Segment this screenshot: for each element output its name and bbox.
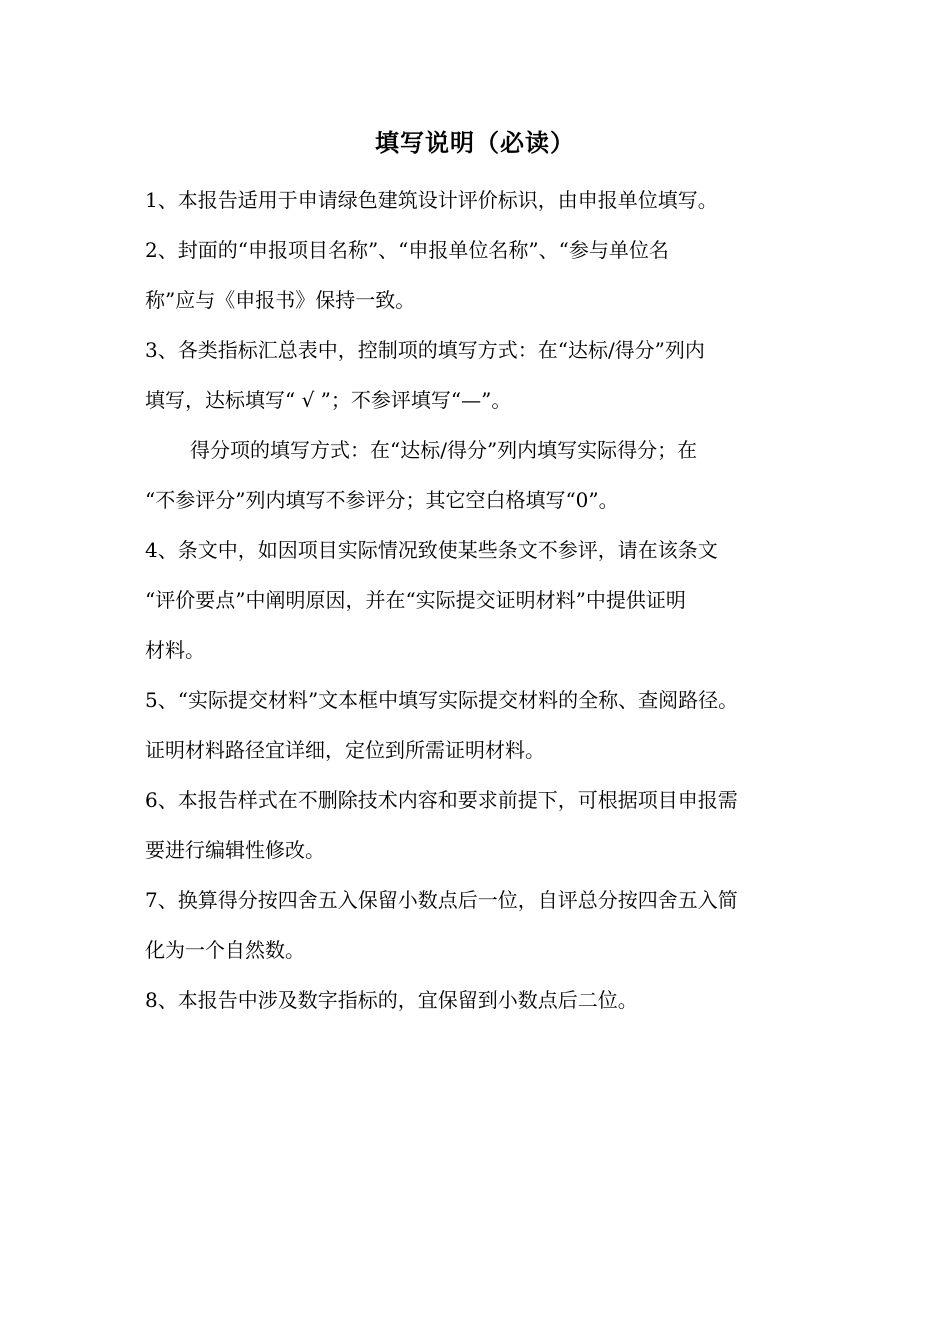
instruction-line-6-cont: 要进行编辑性修改。	[145, 838, 325, 862]
page-title: 填写说明（必读）	[375, 128, 575, 157]
instruction-line-2-cont: 称”应与《申报书》保持一致。	[145, 288, 416, 312]
instruction-line-4-end: 材料。	[145, 638, 205, 662]
instruction-line-4-cont: “评价要点”中阐明原因，并在“实际提交证明材料”中提供证明	[145, 588, 686, 612]
instruction-line-8: 8、本报告中涉及数字指标的，宜保留到小数点后二位。	[145, 988, 638, 1012]
instruction-line-1: 1、本报告适用于申请绿色建筑设计评价标识，由申报单位填写。	[145, 188, 718, 212]
instruction-line-2: 2、封面的“申报项目名称”、“申报单位名称”、“参与单位名	[145, 238, 669, 262]
instruction-line-3-sub-cont: “不参评分”列内填写不参评分；其它空白格填写“0”。	[145, 488, 619, 512]
instruction-line-3-sub: 得分项的填写方式：在“达标/得分”列内填写实际得分；在	[190, 438, 698, 462]
instruction-line-7: 7、换算得分按四舍五入保留小数点后一位，自评总分按四舍五入简	[145, 888, 738, 912]
instruction-line-3-cont: 填写，达标填写“ √ ”；不参评填写“—”。	[145, 388, 512, 412]
instruction-line-5-cont: 证明材料路径宜详细，定位到所需证明材料。	[145, 738, 545, 762]
instruction-line-6: 6、本报告样式在不删除技术内容和要求前提下，可根据项目申报需	[145, 788, 738, 812]
instruction-line-4: 4、条文中，如因项目实际情况致使某些条文不参评，请在该条文	[145, 538, 718, 562]
instruction-line-3: 3、各类指标汇总表中，控制项的填写方式：在“达标/得分”列内	[145, 338, 705, 362]
instruction-line-5: 5、“实际提交材料”文本框中填写实际提交材料的全称、查阅路径。	[145, 688, 739, 712]
instruction-line-7-cont: 化为一个自然数。	[145, 938, 305, 962]
